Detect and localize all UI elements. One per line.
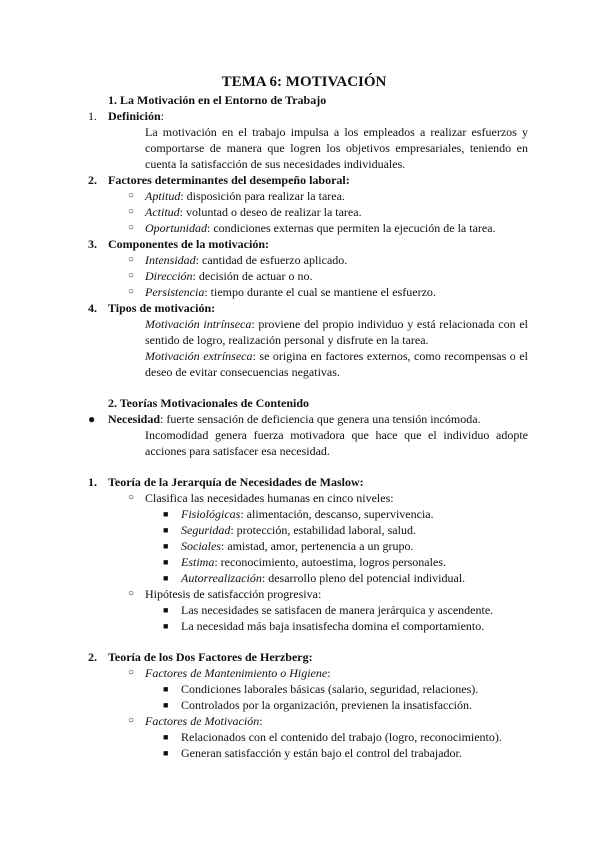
level-text: Relacionados con el contenido del trabajo (logro, reconocimiento). [181,730,502,744]
term: Intensidad [145,253,196,267]
sub-item [0,427,528,459]
level-text: Condiciones laborales básicas (salario, seguridad, relaciones). [181,682,479,696]
sub-item: ○ Factores de Mantenimiento o Higiene: [128,666,331,680]
level-text: : desarrollo pleno del potencial individual. [261,571,466,585]
term: Dirección [145,269,193,283]
item-text: : fuerte sensación de deficiencia que genera una tensión incómoda. [160,412,481,426]
list-item [0,474,600,490]
term: Estima [181,555,215,569]
sub-item-text: Hipótesis de satisfacción progresiva: [145,587,322,601]
sub-item-text: : cantidad de esfuerzo aplicado. [195,253,348,267]
bullet-icon: ● [88,412,96,426]
square-bullet-icon: ■ [163,684,169,694]
level-item [0,570,600,586]
level-text: : reconocimiento, autoestima, logros personales. [214,555,446,569]
item-number: 2. [88,173,97,187]
level-text: : protección, estabilidad laboral, salud. [230,523,416,537]
sub-item [0,220,600,236]
sub-item [0,348,528,380]
sub-item [0,490,600,506]
sub-item-text: : tiempo durante el cual se mantiene el esfuerzo. [204,285,436,299]
square-bullet-icon: ■ [163,605,169,615]
square-bullet-icon: ■ [163,748,169,758]
section-heading: 2. Teorías Motivacionales de Contenido [108,396,310,410]
term: Factores de Motivación [145,714,260,728]
level-item [0,745,600,761]
level-item [0,602,600,618]
sub-item [0,204,600,220]
list-item [0,236,600,252]
list-item [0,411,600,427]
level-text: : amistad, amor, pertenencia a un grupo. [221,539,414,553]
square-bullet-icon: ■ [163,573,169,583]
level-item [0,554,600,570]
square-bullet-icon: ■ [163,732,169,742]
sub-item-text: : proviene del propio individuo y está relacionada con el sentido de logro, realización personal y disfrute en la tarea. [145,317,528,347]
square-bullet-icon: ■ [163,541,169,551]
square-bullet-icon: ■ [163,557,169,567]
level-text: : alimentación, descanso, supervivencia. [240,507,434,521]
item-label: Tipos de motivación: [108,301,216,315]
item-label: Componentes de la motivación: [108,237,269,251]
list-item: 1. Definición: [88,109,165,123]
sub-item-text: : disposición para realizar la tarea. [180,189,345,203]
square-bullet-icon: ■ [163,525,169,535]
term: Fisiológicas [181,507,241,521]
sub-item-text: Clasifica las necesidades humanas en cinco niveles: [145,491,394,505]
item-label: Definición [108,109,161,123]
term: Aptitud [145,189,181,203]
level-text: Generan satisfacción y están bajo el control del trabajador. [181,746,462,760]
level-item [0,522,600,538]
item-label: Teoría de la Jerarquía de Necesidades de Maslow: [108,475,364,489]
list-item [0,649,600,665]
term: Seguridad [181,523,231,537]
term: Persistencia [145,285,205,299]
document-title: TEMA 6: MOTIVACIÓN [221,74,387,90]
sub-item-text: : decisión de actuar o no. [192,269,313,283]
item-label: Necesidad [108,412,160,426]
sub-item: ○ Factores de Motivación: [128,714,263,728]
item-number: 2. [88,650,97,664]
circle-bullet-icon: ○ [128,254,135,265]
square-bullet-icon: ■ [163,509,169,519]
circle-bullet-icon: ○ [128,667,135,678]
sub-item [0,284,600,300]
item-number: 4. [88,301,97,315]
sub-item-text: : condiciones externas que permiten la ejecución de la tarea. [207,221,496,235]
section-heading: 1. La Motivación en el Entorno de Trabajo [108,93,327,107]
level-item [0,729,600,745]
circle-bullet-icon: ○ [128,190,135,201]
term: Motivación extrínseca [145,349,253,363]
term: Autorrealización [181,571,262,585]
level-text: La necesidad más baja insatisfecha domina el comportamiento. [181,619,485,633]
circle-bullet-icon: ○ [128,715,135,726]
level-item [0,697,600,713]
circle-bullet-icon: ○ [128,492,135,503]
circle-bullet-icon: ○ [128,270,135,281]
level-item [0,618,600,634]
list-item [0,300,600,316]
square-bullet-icon: ■ [163,700,169,710]
sub-item-text: Incomodidad genera fuerza motivadora que hace que el individuo adopte acciones para satisfacer esa necesidad. [145,428,528,458]
item-label: Factores determinantes del desempeño laboral: [108,173,350,187]
level-item [0,538,600,554]
circle-bullet-icon: ○ [128,286,135,297]
level-item [0,506,600,522]
sub-item-text: La motivación en el trabajo impulsa a los empleados a realizar esfuerzos y comportarse de manera que logren los objetivos empresariales, teniendo en cuenta la satisfacción de sus necesidades individuales. [145,125,528,171]
circle-bullet-icon: ○ [128,206,135,217]
list-item [0,172,600,188]
level-text: Controlados por la organización, previenen la insatisfacción. [181,698,473,712]
circle-bullet-icon: ○ [128,588,135,599]
sub-item-text: : voluntad o deseo de realizar la tarea. [179,205,362,219]
sub-item [0,252,600,268]
item-number: 1. [88,109,97,123]
sub-item [0,268,600,284]
sub-item [0,188,600,204]
item-number: 1. [88,475,97,489]
level-text: Las necesidades se satisfacen de manera jerárquica y ascendente. [181,603,494,617]
sub-item [0,316,528,348]
square-bullet-icon: ■ [163,621,169,631]
term: Oportunidad [145,221,208,235]
sub-item-text: : se origina en factores externos, como recompensas o el deseo de evitar consecuencias negativas. [145,349,528,379]
sub-item [0,124,528,172]
term: Sociales [181,539,221,553]
item-label: Teoría de los Dos Factores de Herzberg: [108,650,313,664]
sub-item [0,586,600,602]
circle-bullet-icon: ○ [128,222,135,233]
level-item [0,681,600,697]
term: Factores de Mantenimiento o Higiene [145,666,328,680]
term: Actitud [145,205,180,219]
item-number: 3. [88,237,97,251]
term: Motivación intrínseca [145,317,252,331]
